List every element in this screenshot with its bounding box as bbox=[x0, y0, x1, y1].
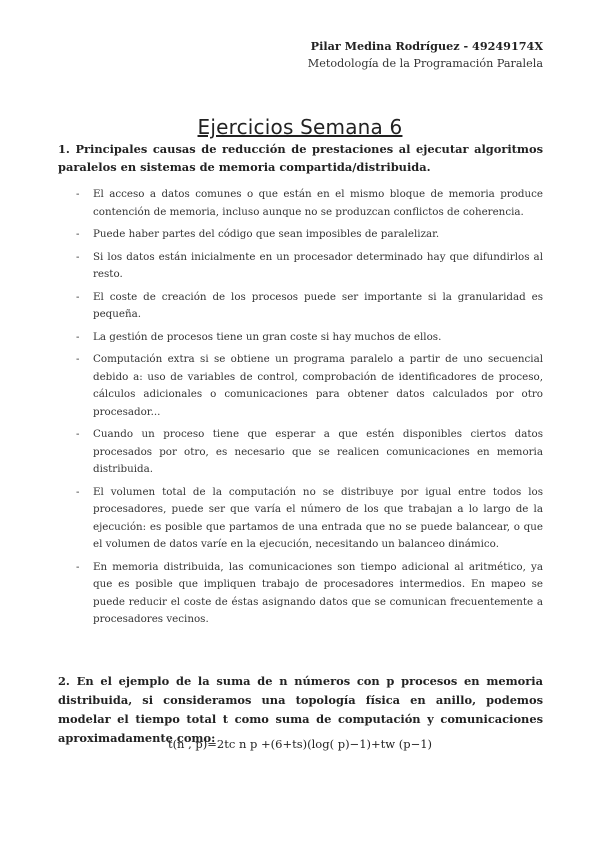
list-bullet: - bbox=[76, 228, 80, 240]
list-bullet: - bbox=[76, 485, 80, 498]
subject-name: Metodología de la Programación Paralela bbox=[307, 57, 543, 70]
list-item bbox=[58, 249, 543, 284]
causes-list bbox=[58, 186, 543, 634]
time-formula: t(n , p)=2tc n p +(6+ts)(log( p)−1)+tw (p−1) bbox=[167, 737, 433, 751]
list-bullet: - bbox=[76, 353, 80, 365]
list-item bbox=[58, 351, 543, 421]
list-item-text: Computación extra si se obtiene un programa paralelo a partir de uno secuencial debido a: uso de variables de control, comprobación de identificadores de proceso, cálculos adicionales o comunicaciones para obtener datos calculados por otro procesador... bbox=[93, 353, 543, 418]
list-item-text: Puede haber partes del código que sean imposibles de paralelizar. bbox=[93, 228, 440, 240]
list-bullet: - bbox=[76, 290, 80, 303]
list-bullet: - bbox=[76, 250, 80, 263]
list-bullet: - bbox=[76, 330, 80, 343]
list-item bbox=[58, 226, 543, 244]
list-bullet: - bbox=[76, 428, 80, 440]
list-item-text: El volumen total de la computación no se distribuye por igual entre todos los procesadores, puede ser que varía el número de los que trabajan a lo largo de la ejecución: es posible que partamos de una entrada que no se puede balancear, o que el volumen de datos varíe en la ejecución, necesitando un balanceo dinámico. bbox=[93, 485, 543, 550]
question-1-heading: 1. Principales causas de reducción de prestaciones al ejecutar algoritmos paralelos en sistemas de memoria compartida/distribuida. bbox=[58, 142, 543, 174]
list-item bbox=[58, 289, 543, 324]
list-item bbox=[58, 329, 543, 347]
list-item bbox=[58, 186, 543, 221]
list-item-text: En memoria distribuida, las comunicaciones son tiempo adicional al aritmético, ya que es posible que impliquen trabajo de procesadores intermedios. En mapeo se puede reducir el coste de éstas asignando datos que se comunican frecuentemente a procesadores vecinos. bbox=[93, 560, 543, 625]
list-item-text: La gestión de procesos tiene un gran coste si hay muchos de ellos. bbox=[93, 330, 442, 343]
list-bullet: - bbox=[76, 560, 80, 573]
page-title: Ejercicios Semana 6 bbox=[197, 115, 403, 140]
list-item bbox=[58, 426, 543, 479]
list-item-text: Cuando un proceso tiene que esperar a que estén disponibles ciertos datos procesados por otro, es necesario que se realicen comunicaciones en memoria distribuida. bbox=[93, 428, 543, 475]
list-item bbox=[58, 559, 543, 629]
list-item-text: Si los datos están inicialmente en un procesador determinado hay que difundirlos al resto. bbox=[93, 250, 543, 280]
list-item-text: El acceso a datos comunes o que están en el mismo bloque de memoria produce contención de memoria, incluso aunque no se produzcan conflictos de coherencia. bbox=[93, 188, 543, 218]
question-2-heading: 2. En el ejemplo de la suma de n números con p procesos en memoria distribuida, si consideramos una topología física en anillo, podemos modelar el tiempo total t como suma de computación y comunicaciones aproximadamente como: bbox=[58, 674, 543, 745]
author-name: Pilar Medina Rodríguez - 49249174X bbox=[310, 39, 543, 53]
list-bullet: - bbox=[76, 188, 80, 200]
page-header bbox=[308, 37, 543, 73]
list-item bbox=[58, 484, 543, 554]
list-item-text: El coste de creación de los procesos puede ser importante si la granularidad es pequeña. bbox=[93, 290, 543, 320]
